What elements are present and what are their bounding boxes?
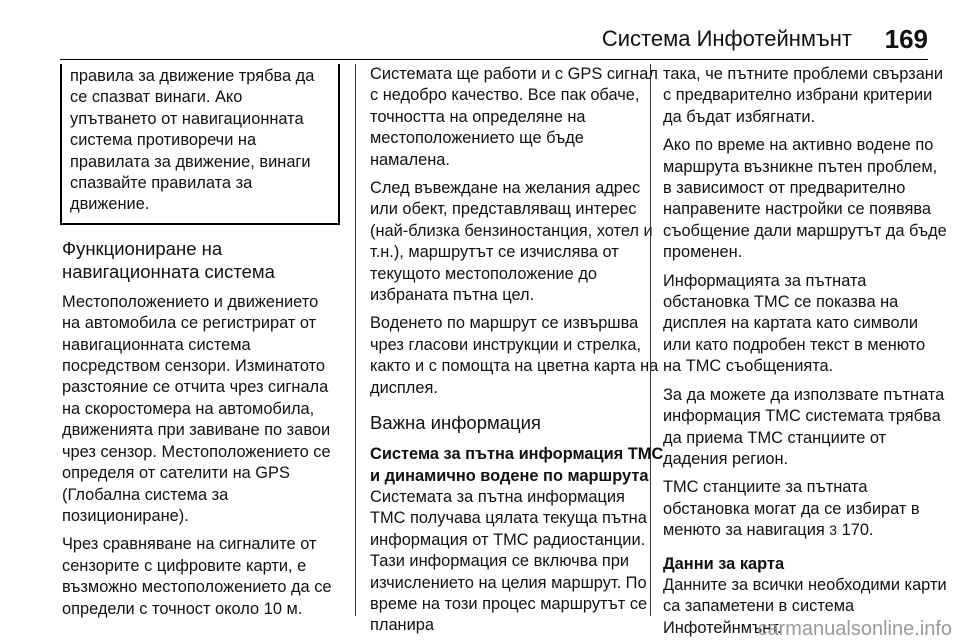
paragraph: Системата за пътна информация TMC получава цялата текуща пътна информация от TMC радиостанции. Тази информация се включва при изчислението на целия маршрут. По време на този процес маршрутът се планира	[370, 487, 648, 635]
section-heading-important: Важна информация	[370, 412, 541, 434]
paragraph: Системата ще работи и с GPS сигнал с недобро качество. Все пак обаче, точността на определяне на местоположението ще бъде намалена.	[370, 65, 658, 169]
page-reference-arrow-icon: 3	[829, 522, 838, 539]
paragraph: Данните за всички необходими карти са запаметени в система Инфотейнмънт.	[663, 575, 947, 637]
paragraph: Местоположението и движението на автомобила се регистрират от навигационната система посредством сензори. Изминатото разстояние се отчита чрез сигнала на скоростомера на автомобила, движенията при завиване по завои чрез сензор. Местоположението се определя от сателити на GPS (Глобална система за позициониране).	[62, 292, 331, 525]
section-heading-navigation: Функциониране на навигационната система	[62, 237, 275, 282]
note-box	[60, 64, 340, 225]
column-1	[62, 64, 340, 616]
subheading-tmc: Система за пътна информация TMC и динамично водене по маршрута	[370, 445, 664, 485]
running-title: Система Инфотейнмънт	[601, 26, 852, 51]
paragraph: За да можете да използвате пътната информация TMC системата трябва да приема TMC станциите от дадения регион.	[663, 385, 945, 468]
paragraph-with-reference	[663, 477, 947, 541]
paragraph: След въвеждане на желания адрес или обект, представляващ интерес (най-близка бензиностанция, хотел и т.н.), маршрутът се изчислява от текущото местоположение до избраната пътна цел.	[370, 179, 653, 305]
paragraph: Воденето по маршрут се извършва чрез гласови инструкции и стрелка, както и с помощта на цветна карта на дисплея.	[370, 314, 659, 397]
header-rule	[60, 59, 928, 60]
reference-page[interactable]: 170.	[841, 521, 874, 540]
page-number: 169	[884, 24, 928, 54]
subheading-map-data: Данни за карта	[663, 554, 785, 573]
paragraph: Чрез сравняване на сигналите от сензорите с цифровите карти, е възможно местоположението да се определи с точност около 10 м.	[62, 535, 332, 618]
reference-text: TMC станциите за пътната обстановка могат да се избират в менюто за навигация	[663, 478, 920, 540]
paragraph: така, че пътните проблеми свързани с предварително избрани критерии да бъдат избягнати.	[663, 65, 944, 126]
column-2	[355, 64, 664, 635]
page-header	[60, 24, 928, 60]
paragraph: Информацията за пътната обстановка TMC се показва на дисплея на картата като символи или като подробен текст в менюто на TMC съобщенията.	[663, 271, 926, 376]
paragraph: Ако по време на активно водене по маршрута възникне пътен проблем, в зависимост от предварително направените настройки се появява съобщение дали маршрутът да бъде променен.	[663, 136, 947, 262]
note-text: правила за движение трябва да се спазват винаги. Ако упътването от навигационната система противоречи на правилата за движение, винаги спазвайте правилата за движение.	[70, 67, 315, 214]
watermark: carmanualsonline.info	[757, 618, 952, 640]
